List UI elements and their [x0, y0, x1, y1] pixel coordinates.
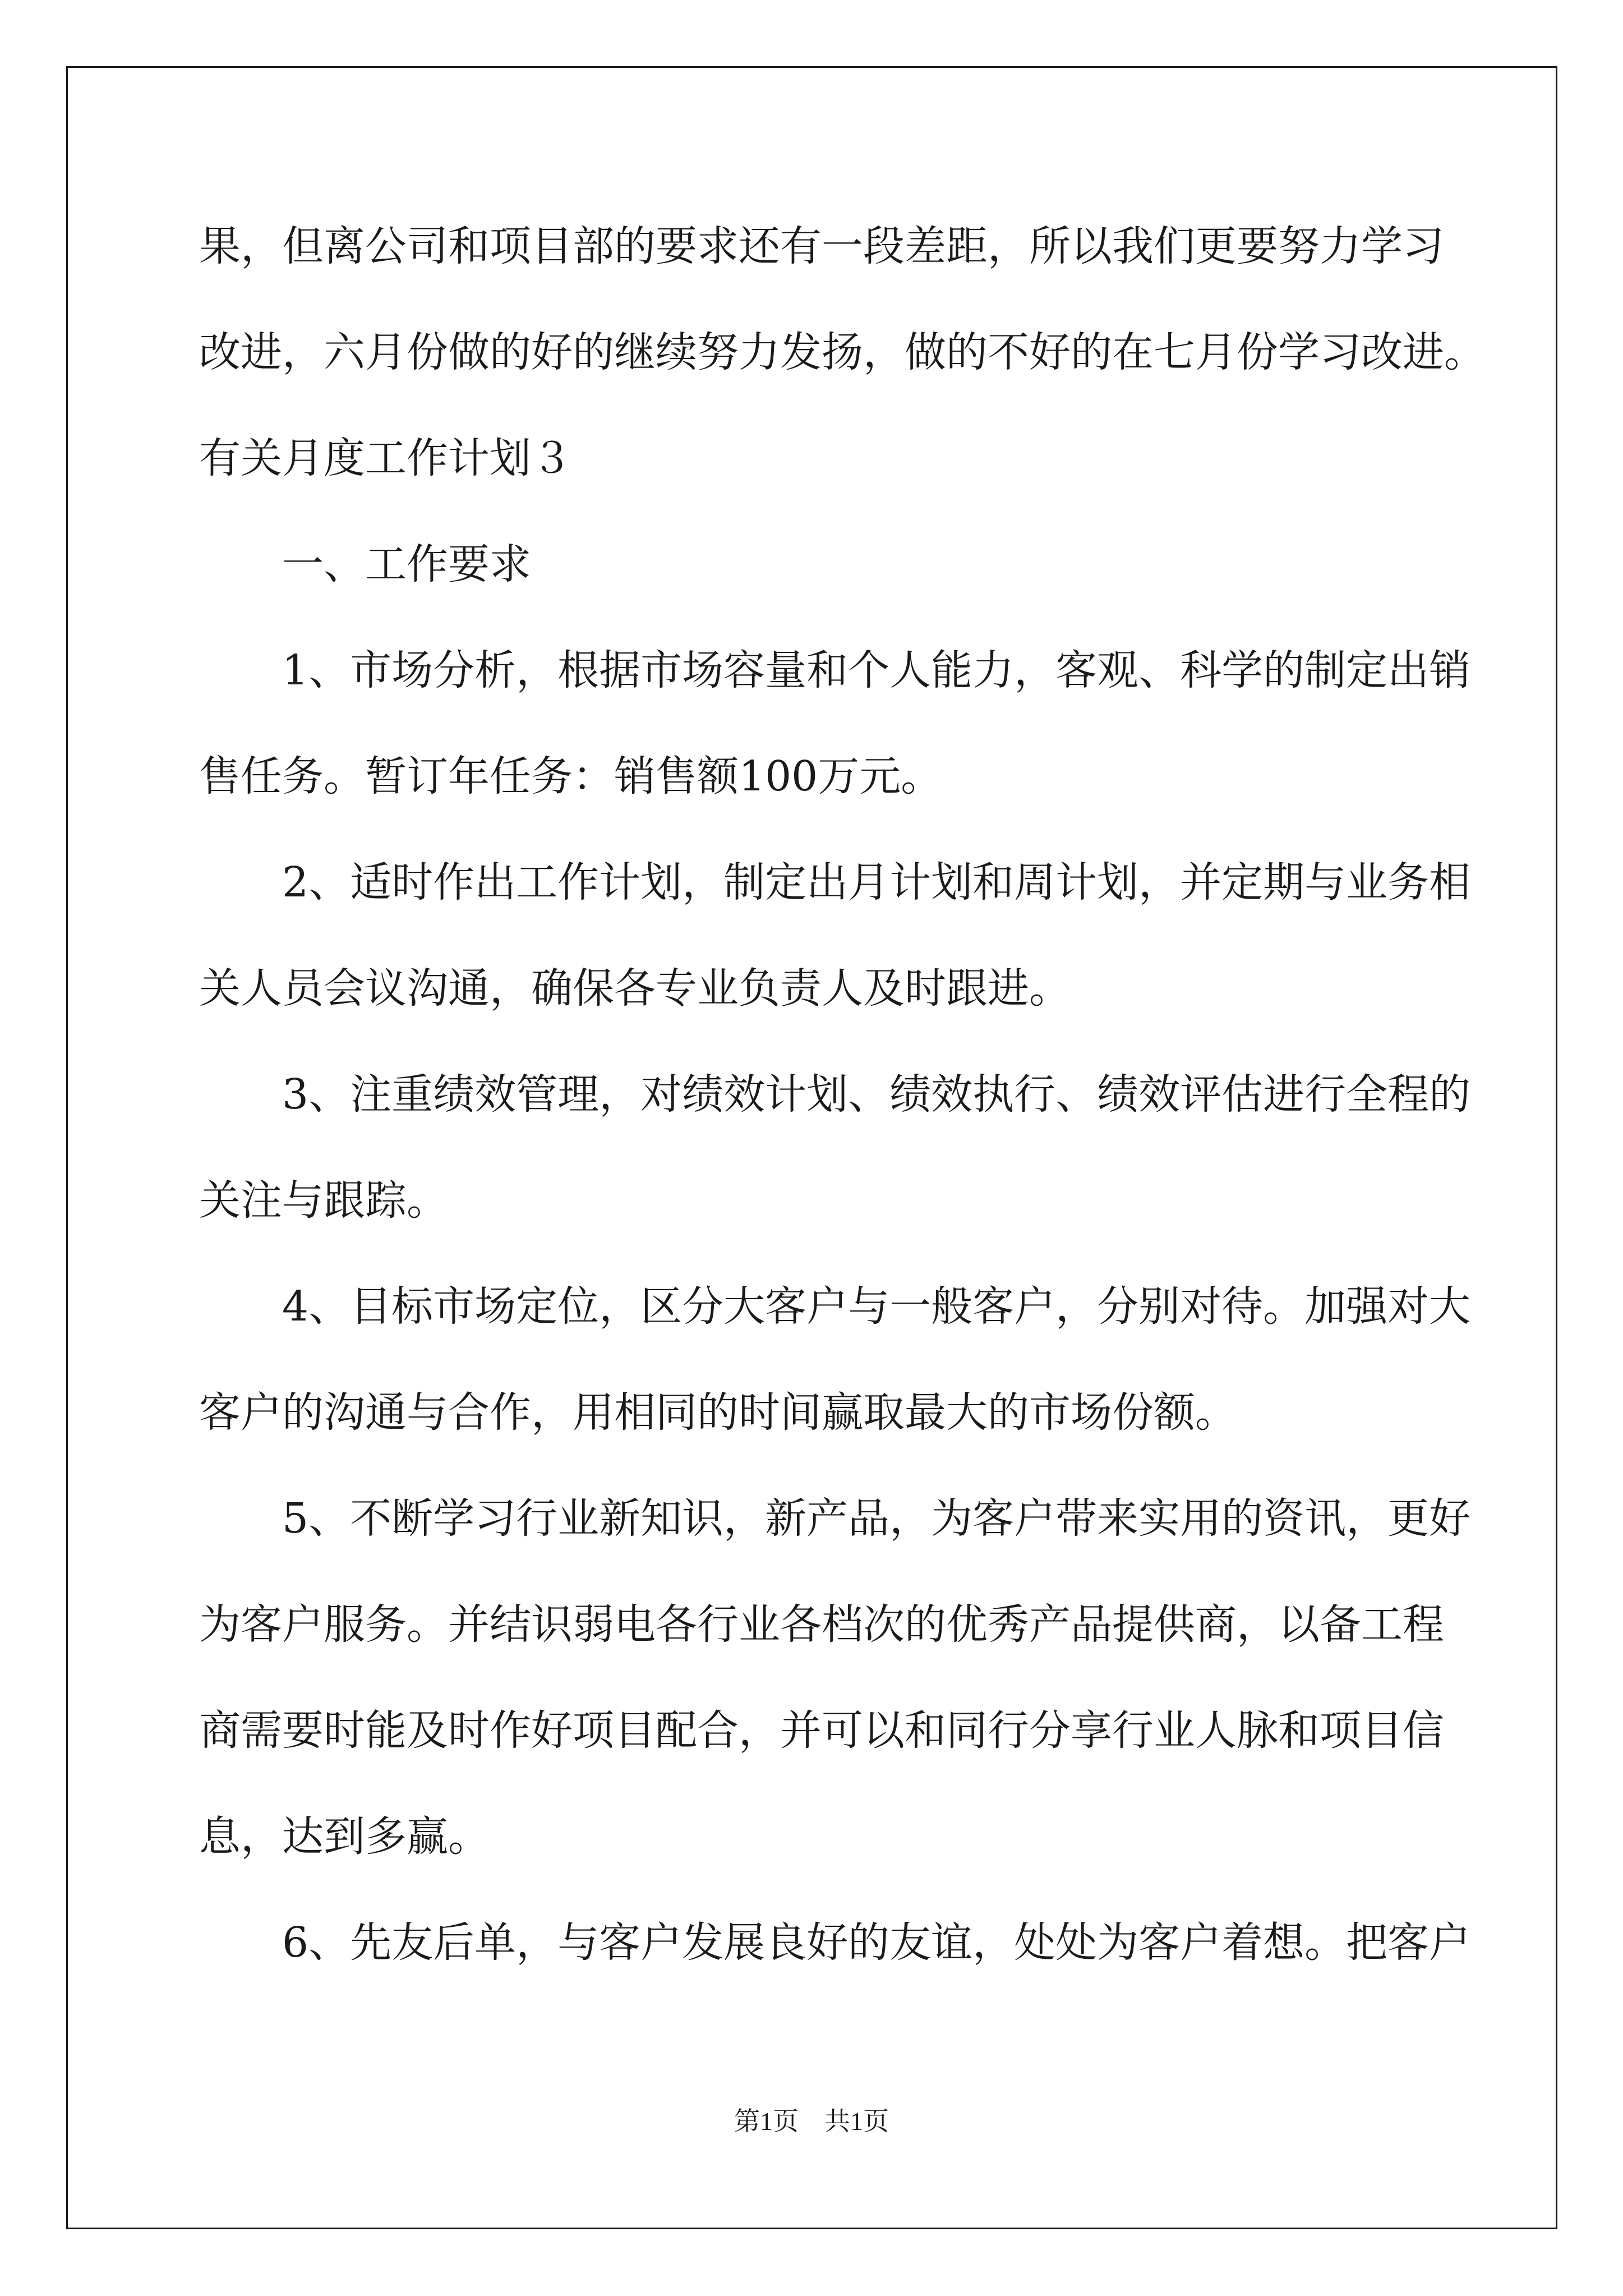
page-border — [66, 66, 1557, 2229]
item-2-line-2: 关人员会议沟通，确保各专业负责人及时跟进。 — [199, 964, 1071, 1013]
item-1-line-1: 1、市场分析，根据市场容量和个人能力，客观、科学的制定出销 — [282, 646, 1471, 694]
item-1-line-2: 售任务。暂订年任务：销售额100万元。 — [199, 752, 943, 800]
item-5-line-1: 5、不断学习行业新知识，新产品，为客户带来实用的资讯，更好 — [282, 1494, 1471, 1543]
item-3-line-1: 3、注重绩效管理，对绩效计划、绩效执行、绩效评估进行全程的 — [282, 1070, 1471, 1119]
page-footer: 第1页 共1页 — [734, 2107, 889, 2136]
subheading-work-requirements: 一、工作要求 — [282, 540, 531, 588]
body-line-2: 改进，六月份做的好的继续努力发扬，做的不好的在七月份学习改进。 — [199, 328, 1486, 376]
body-line-1: 果，但离公司和项目部的要求还有一段差距，所以我们更要努力学习 — [199, 222, 1444, 270]
item-6-line-1: 6、先友后单，与客户发展良好的友谊，处处为客户着想。把客户 — [282, 1918, 1471, 1967]
item-3-line-2: 关注与跟踪。 — [199, 1176, 448, 1225]
item-5-line-2: 为客户服务。并结识弱电各行业各档次的优秀产品提供商，以备工程 — [199, 1600, 1444, 1649]
item-4-line-2: 客户的沟通与合作，用相同的时间赢取最大的市场份额。 — [199, 1388, 1237, 1437]
section-heading: 有关月度工作计划３ — [199, 434, 573, 482]
item-4-line-1: 4、目标市场定位，区分大客户与一般客户，分别对待。加强对大 — [282, 1282, 1471, 1331]
item-5-line-3: 商需要时能及时作好项目配合，并可以和同行分享行业人脉和项目信 — [199, 1706, 1444, 1755]
item-5-line-4: 息，达到多赢。 — [199, 1812, 490, 1861]
item-2-line-1: 2、适时作出工作计划，制定出月计划和周计划，并定期与业务相 — [282, 858, 1471, 907]
